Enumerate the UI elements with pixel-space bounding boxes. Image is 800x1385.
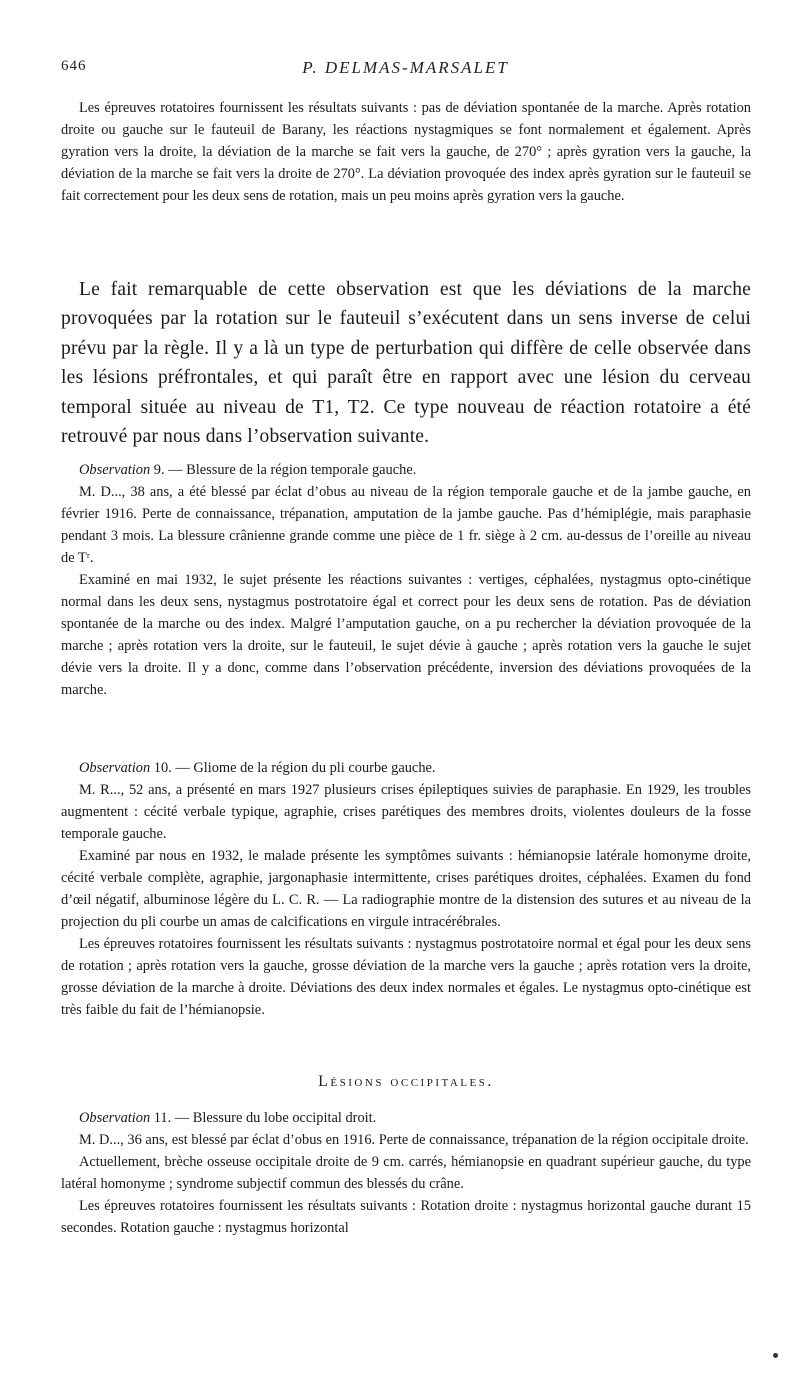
page-number: 646	[61, 58, 87, 74]
paragraph: Les épreuves rotatoires fournissent les résultats suivants : pas de déviation spontanée de la marche. Après rotation droite ou gauche sur le fauteuil de Barany, les réactions nystagmiques se font normalement et également. Après gyration vers la droite, la déviation de la marche se fait vers la gauche, de 270° ; après gyration vers la gauche, la déviation de la marche se fait vers la droite de 270°. La déviation provoquée des index après gyration sur le fauteuil se fait correctement pour les deux sens de rotation, mais un peu moins après gyration vers la gauche.	[61, 100, 751, 204]
paragraph: M. D..., 38 ans, a été blessé par éclat d’obus au niveau de la région temporale gauche et de la jambe gauche, en février 1916. Perte de connaissance, trépanation, amputation de la jambe gauche. Pas d’hémiplégie, mais paraphasie pendant 3 mois. La blessure crânienne grande comme une pièce de 1 fr. siège à 2 cm. au-dessus de l’oreille au niveau de Tʳ.	[61, 484, 751, 566]
paragraph: Les épreuves rotatoires fournissent les résultats suivants : nystagmus postrotatoire normal et égal pour les deux sens de rotation ; après rotation vers la gauche, grosse déviation de la marche vers la gauche ; après rotation vers la droite, grosse déviation de la marche à droite. Déviations des deux index normales et égales. Le nystagmus opto-cinétique est très faible du fait de l’hémianopsie.	[61, 936, 751, 1018]
paragraph-1-block	[61, 97, 751, 207]
observation-title: 11. — Blessure du lobe occipital droit.	[153, 1110, 377, 1126]
running-head: P. DELMAS-MARSALET	[302, 58, 509, 77]
paragraph: Actuellement, brèche osseuse occipitale droite de 9 cm. carrés, hémianopsie en quadrant supérieur gauche, du type latéral homonyme ; syndrome subjectif commun des blessés du crâne.	[61, 1154, 751, 1192]
scan-speck	[773, 1353, 778, 1358]
paragraph: M. R..., 52 ans, a présenté en mars 1927 plusieurs crises épileptiques suivies de paraphasie. En 1929, les troubles augmentent : cécité verbale typique, agraphie, crises parétiques des membres droits, violentes douleurs de la fosse temporale gauche.	[61, 782, 751, 842]
page-header	[61, 58, 750, 84]
observation-11-block	[61, 1107, 751, 1239]
paragraph-2-block	[61, 275, 751, 451]
section-title: Lésions occipitales.	[318, 1073, 494, 1090]
paragraph-large: Le fait remarquable de cette observation est que les déviations de la marche provoquées par la rotation sur le fauteuil s’exécutent dans un sens inverse de celui prévu par la règle. Il y a là un type de perturbation qui diffère de celle observée dans les lésions préfrontales, et qui paraît être en rapport avec une lésion du cerveau temporal située au niveau de T1, T2. Ce type nouveau de réaction rotatoire a été retrouvé par nous dans l’observation suivante.	[61, 279, 751, 448]
observation-title: 10. — Gliome de la région du pli courbe gauche.	[153, 760, 436, 776]
observation-label: Observation	[79, 462, 151, 478]
observation-9-block	[61, 459, 751, 701]
observation-label: Observation	[79, 760, 151, 776]
paragraph: Examiné par nous en 1932, le malade présente les symptômes suivants : hémianopsie latérale homonyme droite, cécité verbale complète, agraphie, jargonaphasie intermittente, crises parétiques droites, céphalées. Examen du fond d’œil négatif, albuminose légère du L. C. R. — La radiographie montre de la distension des sutures et au niveau de la projection du pli courbe un amas de calcifications en virgule intracérébrales.	[61, 848, 751, 930]
paragraph: M. D..., 36 ans, est blessé par éclat d’obus en 1916. Perte de connaissance, trépanation de la région occipitale droite.	[79, 1132, 749, 1148]
observation-label: Observation	[79, 1110, 151, 1126]
observation-heading	[61, 757, 751, 779]
observation-heading	[61, 459, 751, 481]
observation-10-block	[61, 757, 751, 1021]
observation-title: 9. — Blessure de la région temporale gauche.	[153, 462, 417, 478]
paragraph: Examiné en mai 1932, le sujet présente les réactions suivantes : vertiges, céphalées, nystagmus opto-cinétique normal dans les deux sens, nystagmus postrotatoire égal et correct pour les deux sens de rotation. Pas de déviation spontanée de la marche ou des index. Malgré l’amputation gauche, on a pu rechercher la déviation provoquée de la marche ; après rotation vers la droite, sur le fauteuil, le sujet dévie à gauche ; après rotation vers la gauche le sujet dévie vers la droite. Il y a donc, comme dans l’observation précédente, inversion des déviations provoquées de la marche.	[61, 572, 751, 698]
paragraph: Les épreuves rotatoires fournissent les résultats suivants : Rotation droite : nystagmus horizontal gauche durant 15 secondes. Rotation gauche : nystagmus horizontal	[61, 1198, 751, 1236]
section-heading-block	[61, 1073, 751, 1091]
observation-heading	[61, 1107, 751, 1129]
